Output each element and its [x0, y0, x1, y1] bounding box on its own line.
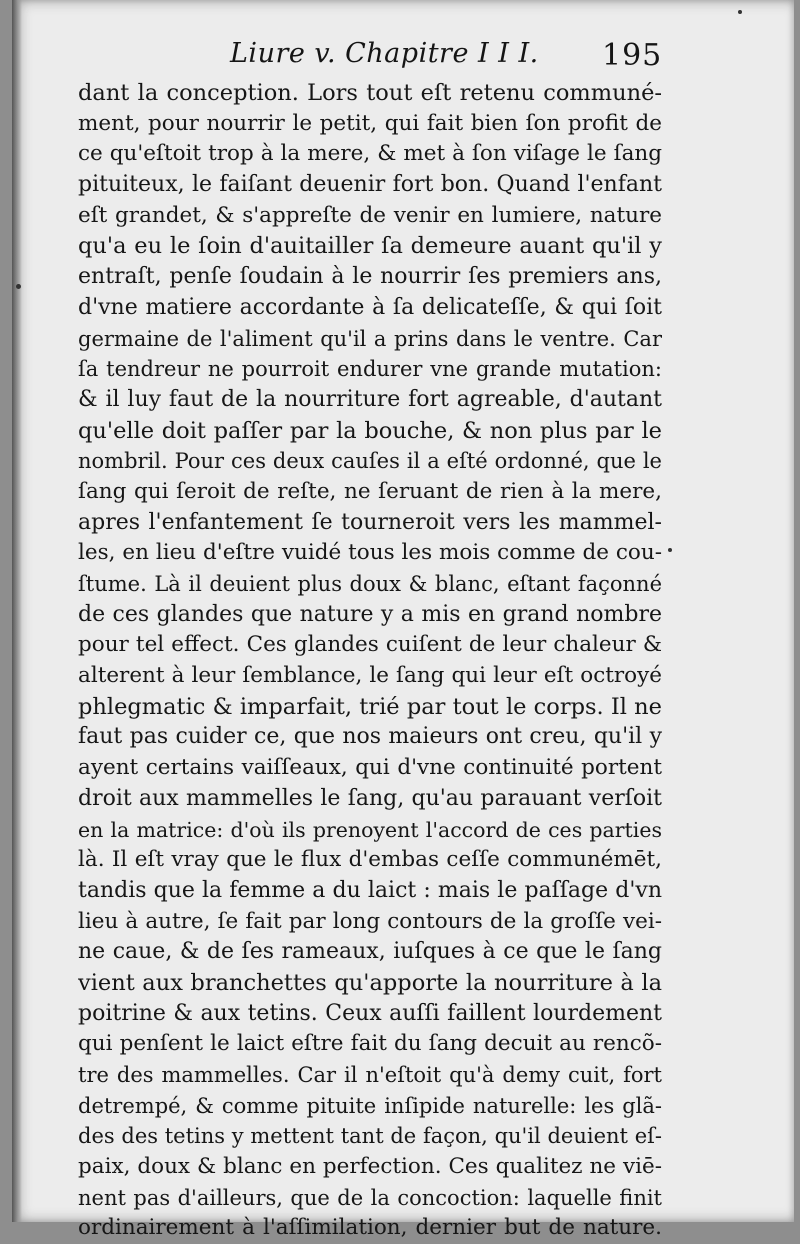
paper-speck: [16, 284, 21, 289]
text-line: eſt grandet, & s'appreſte de venir en lumiere, nature: [78, 202, 662, 228]
text-line: des des tetins y mettent tant de façon, qu'il deuient eſ-: [78, 1124, 662, 1149]
text-line: ne caue, & de ſes rameaux, iuſques à ce que le ſang: [78, 939, 662, 965]
body-text: [78, 78, 662, 1244]
text-line: poitrine & aux tetins. Ceux auſſi faillent lourdement: [78, 1000, 662, 1026]
text-line: ayent certains vaiſſeaux, qui d'vne continuité portent: [78, 755, 662, 781]
text-line: qu'a eu le ſoin d'auitailler ſa demeure auant qu'il y: [78, 233, 662, 260]
text-line: les, en lieu d'eſtre vuidé tous les mois comme de cou-: [78, 540, 662, 566]
text-line: tandis que la femme a du laict : mais le paſſage d'vn: [78, 877, 662, 903]
text-line: phlegmatic & imparfait, trié par tout le corps. Il ne: [78, 693, 662, 720]
text-line: detrempé, & comme pituite inſipide naturelle: les glã-: [78, 1093, 662, 1118]
text-line: lieu à autre, ſe fait par long contours de la groſſe vei-: [78, 908, 662, 934]
page-number: 195: [602, 38, 663, 73]
text-line: alterent à leur ſemblance, le ſang qui leur eſt octroyé: [78, 663, 662, 689]
text-line: qui penſent le laict eſtre fait du ſang decuit au rencõ-: [78, 1031, 662, 1057]
text-line: paix, doux & blanc en perfection. Ces qualitez ne viē-: [78, 1154, 662, 1180]
text-line: & il luy faut de la nourriture fort agreable, d'autant: [78, 386, 662, 412]
text-line: dant la conception. Lors tout eſt retenu communé-: [78, 80, 662, 106]
running-head: Liure v. Chapitre I I I.: [230, 38, 539, 69]
text-line: ſtume. Là il deuient plus doux & blanc, eſtant façonné: [78, 572, 662, 596]
text-line: tre des mammelles. Car il n'eſtoit qu'à demy cuit, fort: [78, 1063, 662, 1087]
text-line: apres l'enfantement ſe tourneroit vers les mammel-: [78, 509, 662, 535]
text-line: ſang qui ſeroit de reſte, ne ſeruant de rien à la mere,: [78, 478, 662, 504]
text-line: faut pas cuider ce, que nos maieurs ont creu, qu'il y: [78, 724, 662, 750]
text-line: ſa tendreur ne pourroit endurer vne grande mutation:: [78, 357, 662, 382]
text-line: droit aux mammelles le ſang, qu'au parauant verſoit: [78, 785, 662, 811]
text-line: qu'elle doit paſſer par la bouche, & non plus par le: [78, 417, 662, 444]
text-line: en la matrice: d'où ils prenoyent l'accord de ces parties: [78, 817, 662, 842]
text-line: là. Il eſt vray que le flux d'embas ceſſe communémēt,: [78, 847, 662, 873]
text-line: vient aux branchettes qu'apporte la nourriture à la: [78, 969, 662, 996]
paper-speck: [668, 548, 672, 552]
text-line: ordinairement à l'aſſimilation, dernier but de nature.: [78, 1215, 662, 1241]
text-line: entraſt, penſe ſoudain à le nourrir ſes premiers ans,: [78, 264, 662, 290]
paper-speck: [738, 10, 742, 14]
text-line: nent pas d'ailleurs, que de la concoction: laquelle finit: [78, 1185, 662, 1210]
page-gutter-shadow: [12, 0, 22, 1222]
text-line: germaine de l'aliment qu'il a prins dans le ventre. Car: [78, 326, 662, 351]
text-line: d'vne matiere accordante à ſa delicateſſe, & qui ſoit: [78, 294, 662, 320]
text-line: de ces glandes que nature y a mis en grand nombre: [78, 601, 662, 627]
text-line: pituiteux, le faiſant deuenir fort bon. Quand l'enfant: [78, 172, 662, 198]
text-line: ce qu'eſtoit trop à la mere, & met à ſon viſage le ſang: [78, 141, 662, 167]
text-line: nombril. Pour ces deux cauſes il a eſté ordonné, que le: [78, 449, 662, 474]
text-line: pour tel effect. Ces glandes cuiſent de leur chaleur &: [78, 632, 662, 658]
text-line: ment, pour nourrir le petit, qui fait bien ſon profit de: [78, 110, 662, 136]
page-header: [0, 38, 800, 78]
